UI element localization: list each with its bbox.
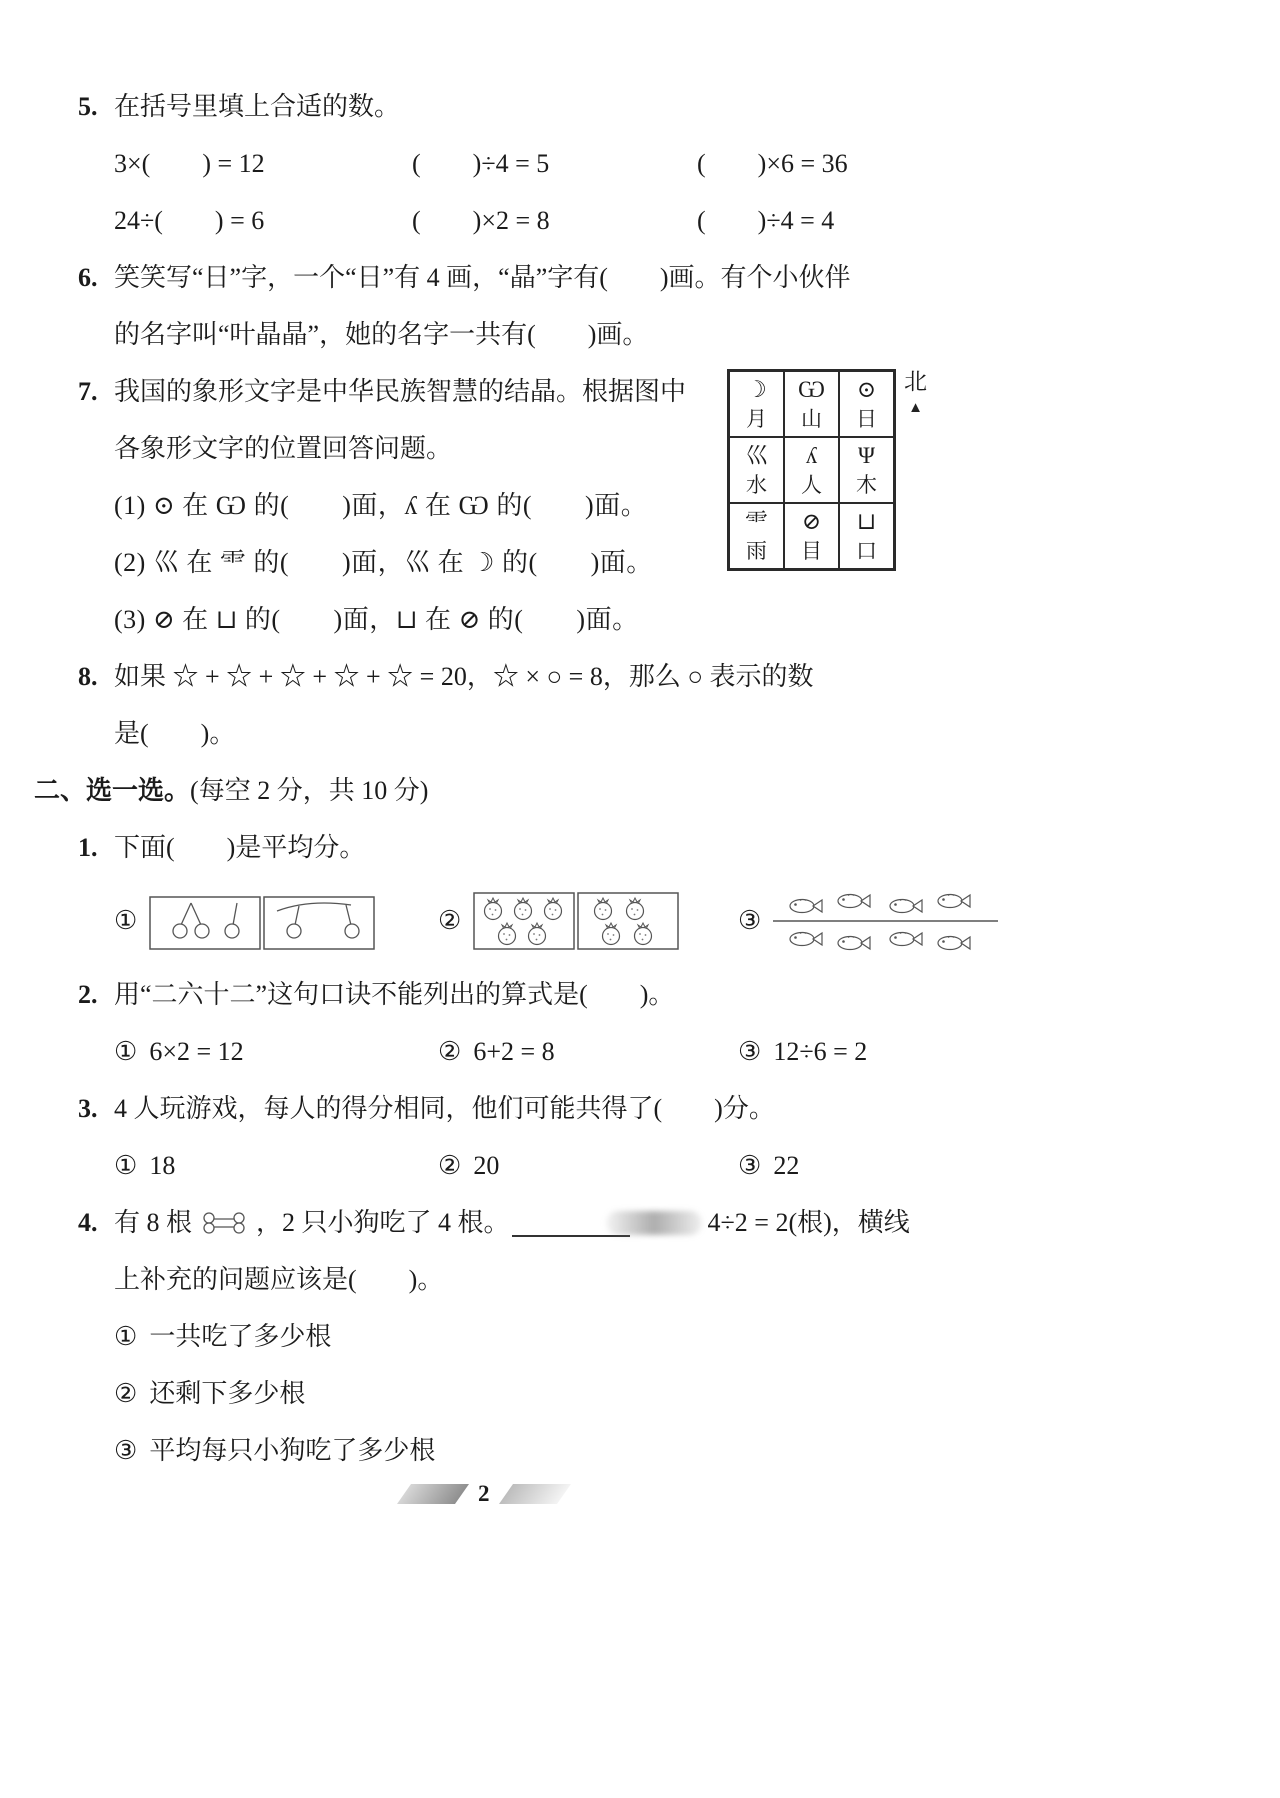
footer-ribbon-left <box>397 1484 469 1504</box>
north-label: 北 <box>904 369 927 394</box>
choice-2-number: 2. <box>78 980 98 1009</box>
char-label: 日 <box>856 407 877 431</box>
char-label: 月 <box>746 407 767 431</box>
char-label: 山 <box>801 407 822 431</box>
option-label: ③ <box>738 1037 762 1066</box>
question-7-text-line2: 各象形文字的位置回答问题。 <box>114 434 453 463</box>
choice-3-option-3 <box>738 1147 799 1184</box>
fill-in-row-2 <box>114 202 1168 239</box>
pictograph-figure <box>727 369 927 571</box>
equation: ( )÷4 = 4 <box>697 206 835 235</box>
question-8-number: 8. <box>78 662 98 691</box>
option-label: ① <box>114 1151 138 1180</box>
question-8-text-line1: 如果 ☆ + ☆ + ☆ + ☆ + ☆ = 20，☆ × ○ = 8，那么 ○ 表示的数 <box>114 662 814 691</box>
choice-3-number: 3. <box>78 1094 98 1123</box>
question-6-text-line2: 的名字叫“叶晶晶”，她的名字一共有( )画。 <box>114 320 649 349</box>
pictograph-mountain-icon: Ѡ <box>798 377 825 402</box>
grid-cell-wood <box>839 437 894 503</box>
option-label: ② <box>114 1379 138 1408</box>
print-smudge <box>606 1211 702 1235</box>
char-label: 人 <box>801 473 822 497</box>
section-2-note: (每空 2 分，共 10 分) <box>190 776 429 805</box>
question-7-text-line1: 我国的象形文字是中华民族智慧的结晶。根据图中 <box>114 377 687 406</box>
choice-2-option-1 <box>114 1033 438 1070</box>
page-footer <box>404 1482 564 1506</box>
equation: ( )×6 = 36 <box>697 149 848 178</box>
choice-4-number: 4. <box>78 1208 98 1237</box>
question-6-text-line1: 笑笑写“日”字，一个“日”有 4 画，“晶”字有( )画。有个小伙伴 <box>114 263 851 292</box>
choice-4-line2: 上补充的问题应该是( )。 <box>114 1265 444 1294</box>
fish-figure <box>773 884 998 958</box>
char-label: 目 <box>801 539 822 563</box>
option-text: 20 <box>473 1151 500 1180</box>
compass-north <box>904 369 927 421</box>
question-7-sub2: (2) 巛 在 ⻗ 的( )面，巛 在 ☽ 的( )面。 <box>114 548 653 577</box>
question-7-sub3: (3) ⊘ 在 ⊔ 的( )面，⊔ 在 ⊘ 的( )面。 <box>114 605 639 634</box>
grid-cell-eye <box>784 503 839 569</box>
pictograph-water-icon: 巛 <box>745 443 768 468</box>
option-text: 一共吃了多少根 <box>149 1322 332 1351</box>
pictograph-moon-icon: ☽ <box>746 377 767 402</box>
option-label: ③ <box>738 906 762 935</box>
equation: 24÷( ) = 6 <box>114 206 265 235</box>
option-text: 平均每只小狗吃了多少根 <box>149 1436 436 1465</box>
choice-3-options <box>114 1147 1168 1184</box>
section-2-title: 选一选。 <box>86 776 191 805</box>
question-8 <box>78 658 1168 752</box>
pictograph-person-icon: ʎ <box>805 443 818 468</box>
page-number: 2 <box>478 1481 490 1506</box>
option-label: ① <box>114 1322 138 1351</box>
choice-4 <box>78 1204 1168 1469</box>
section-2-header <box>34 772 1168 809</box>
question-7-number: 7. <box>78 377 98 406</box>
choice-4-text-b: ，2 只小狗吃了 4 根。 <box>256 1208 510 1237</box>
option-label: ③ <box>738 1151 762 1180</box>
option-label: ① <box>114 906 138 935</box>
question-5-number: 5. <box>78 92 98 121</box>
pictograph-grid <box>727 369 896 571</box>
grid-cell-rain <box>729 503 784 569</box>
option-text: 还剩下多少根 <box>149 1379 306 1408</box>
choice-1-figures <box>114 886 1168 956</box>
worksheet-content <box>34 88 1168 1489</box>
option-label: ① <box>114 1037 138 1066</box>
equation: 3×( ) = 12 <box>114 149 265 178</box>
question-5 <box>78 88 1168 239</box>
choice-3-text: 4 人玩游戏，每人的得分相同，他们可能共得了( )分。 <box>114 1094 775 1123</box>
choice-4-option-3 <box>114 1432 1168 1469</box>
choice-1-option-3 <box>738 884 998 958</box>
option-text: 6×2 = 12 <box>149 1037 244 1066</box>
question-7 <box>78 369 1168 638</box>
choice-1-option-1 <box>114 889 438 953</box>
pictograph-sun-icon: ⊙ <box>856 377 877 402</box>
char-label: 木 <box>856 473 877 497</box>
pictograph-rain-icon: ⻗ <box>745 509 768 534</box>
choice-4-text-a: 有 8 根 <box>114 1208 193 1237</box>
grid-cell-moon <box>729 371 784 437</box>
question-8-text-line2: 是( )。 <box>114 719 236 748</box>
choice-4-option-1 <box>114 1318 1168 1355</box>
choice-2 <box>78 976 1168 1070</box>
option-label: ② <box>438 1151 462 1180</box>
cherries-figure <box>149 889 379 953</box>
option-label: ③ <box>114 1436 138 1465</box>
question-5-text: 在括号里填上合适的数。 <box>114 92 401 121</box>
choice-1 <box>78 829 1168 956</box>
question-7-sub1: (1) ⊙ 在 Ѡ 的( )面，ʎ 在 Ѡ 的( )面。 <box>114 491 648 520</box>
footer-ribbon-right <box>498 1484 570 1504</box>
choice-4-option-2 <box>114 1375 1168 1412</box>
char-label: 口 <box>856 539 877 563</box>
fill-in-row-1 <box>114 145 1168 182</box>
option-text: 6+2 = 8 <box>473 1037 555 1066</box>
choice-1-number: 1. <box>78 833 98 862</box>
grid-cell-mountain <box>784 371 839 437</box>
question-6-number: 6. <box>78 263 98 292</box>
choice-3-option-2 <box>438 1147 738 1184</box>
pictograph-mouth-icon: ⊔ <box>856 509 877 534</box>
bone-icon <box>200 1211 248 1235</box>
equation: ( )×2 = 8 <box>412 206 550 235</box>
north-arrow-icon: ▲ <box>908 400 923 416</box>
question-6 <box>78 259 1168 353</box>
strawberries-figure <box>473 889 681 953</box>
choice-2-text: 用“二六十二”这句口诀不能列出的算式是( )。 <box>114 980 675 1009</box>
choice-2-option-3 <box>738 1033 867 1070</box>
choice-4-text-c: 4÷2 = 2(根)，横线 <box>707 1208 910 1237</box>
char-label: 雨 <box>746 539 767 563</box>
pictograph-eye-icon: ⊘ <box>801 509 822 534</box>
choice-2-options <box>114 1033 1168 1070</box>
option-text: 22 <box>773 1151 800 1180</box>
option-label: ② <box>438 1037 462 1066</box>
choice-3 <box>78 1090 1168 1184</box>
section-2-number: 二、 <box>34 776 87 805</box>
equation: ( )÷4 = 5 <box>412 149 550 178</box>
grid-cell-water <box>729 437 784 503</box>
char-label: 水 <box>746 473 767 497</box>
pictograph-wood-icon: Ψ <box>858 443 875 468</box>
choice-4-line1 <box>78 1204 1168 1241</box>
choice-2-option-2 <box>438 1033 738 1070</box>
grid-cell-mouth <box>839 503 894 569</box>
option-text: 12÷6 = 2 <box>773 1037 868 1066</box>
choice-3-option-1 <box>114 1147 438 1184</box>
choice-1-option-2 <box>438 889 738 953</box>
option-text: 18 <box>149 1151 176 1180</box>
option-label: ② <box>438 906 462 935</box>
choice-1-text: 下面( )是平均分。 <box>114 833 366 862</box>
grid-cell-person <box>784 437 839 503</box>
grid-cell-sun <box>839 371 894 437</box>
